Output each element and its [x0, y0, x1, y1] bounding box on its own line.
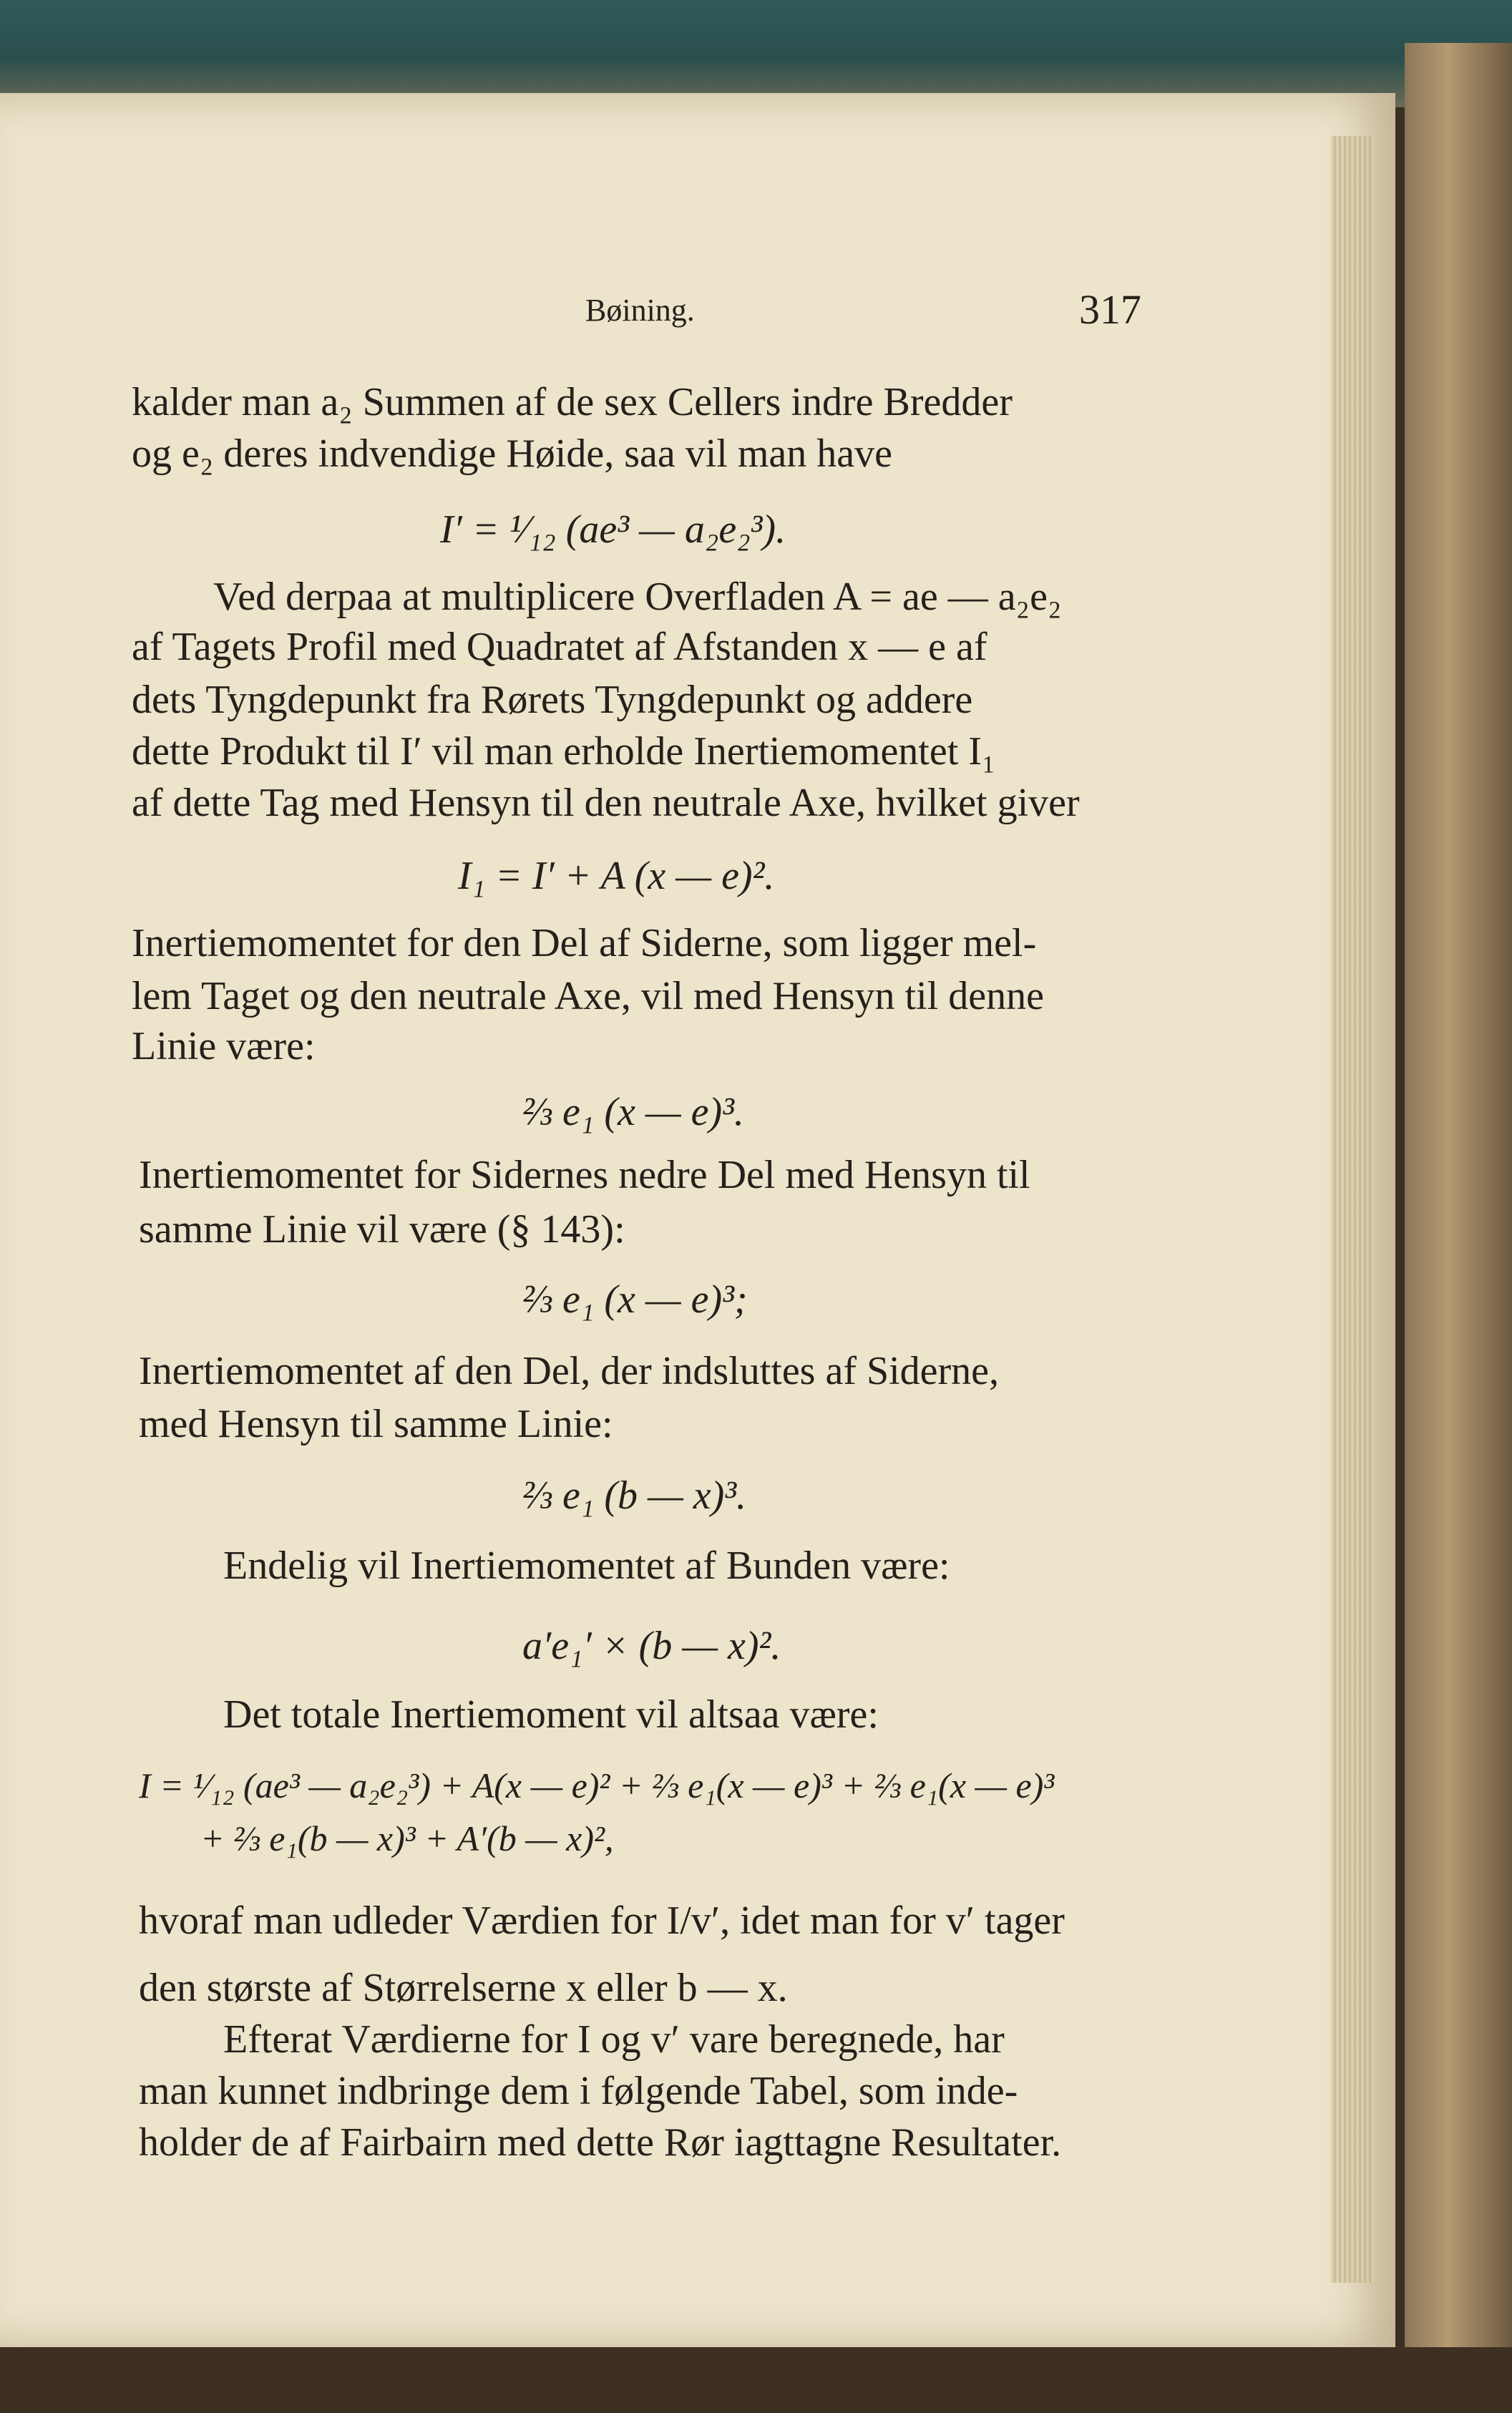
text-line: med Hensyn til samme Linie:: [139, 1402, 613, 1446]
text-line: Inertiemomentet af den Del, der indsluttes af Siderne,: [139, 1349, 1000, 1393]
text-line: af dette Tag med Hensyn til den neutrale Axe, hvilket giver: [132, 781, 1080, 825]
page-edge-shading: [1331, 136, 1374, 2283]
scan-bottom-border: [0, 2347, 1512, 2413]
text-line: lem Taget og den neutrale Axe, vil med Hensyn til denne: [132, 974, 1044, 1018]
text-line: Efterat Værdierne for I og v′ vare beregnede, har: [223, 2017, 1005, 2062]
text-line: Inertiemomentet for Sidernes nedre Del med Hensyn til: [139, 1153, 1030, 1197]
text-line: Det totale Inertiemoment vil altsaa være:: [223, 1692, 879, 1737]
text-line: dets Tyngdepunkt fra Rørets Tyngdepunkt og addere: [132, 678, 973, 722]
text-line: holder de af Fairbairn med dette Rør iagttagne Resultater.: [139, 2120, 1062, 2165]
text-line: og e₂ deres indvendige Høide, saa vil man have: [132, 432, 892, 476]
text-line: hvoraf man udleder Værdien for I/v′, idet man for v′ tager: [139, 1898, 1065, 1943]
text-line: dette Produkt til I′ vil man erholde Inertiemomentet I₁: [132, 729, 996, 774]
page-number: 317: [1079, 286, 1141, 333]
equation: I₁ = I′ + A (x — e)².: [458, 854, 775, 898]
equation: a′e₁′ × (b — x)².: [522, 1624, 781, 1668]
book-cover-edge: [0, 0, 1512, 107]
text-line: Linie være:: [132, 1024, 316, 1068]
text-line: den største af Størrelserne x eller b — x.: [139, 1966, 788, 2010]
text-line: af Tagets Profil med Quadratet af Afstanden x — e af: [132, 625, 987, 669]
text-line: Ved derpaa at multiplicere Overfladen A = ae — a₂e₂: [213, 575, 1062, 619]
text-line: Endelig vil Inertiemomentet af Bunden være:: [223, 1544, 950, 1588]
text-line: Inertiemomentet for den Del af Siderne, som ligger mel-: [132, 921, 1037, 965]
book-page-stack: [1405, 43, 1512, 2413]
running-header: Bøining.: [585, 293, 695, 328]
text-line: kalder man a₂ Summen af de sex Cellers indre Bredder: [132, 380, 1013, 424]
equation: I′ = ¹⁄₁₂ (ae³ — a₂e₂³).: [440, 507, 786, 552]
equation: ⅔ e₁ (b — x)³.: [522, 1473, 747, 1518]
text-line: samme Linie vil være (§ 143):: [139, 1207, 625, 1252]
equation: ⅔ e₁ (x — e)³.: [522, 1090, 744, 1134]
equation-total-line-2: + ⅔ e₁(b — x)³ + A′(b — x)²,: [200, 1818, 614, 1858]
text-line: man kunnet indbringe dem i følgende Tabel, som inde-: [139, 2069, 1018, 2113]
equation: ⅔ e₁ (x — e)³;: [522, 1277, 748, 1322]
equation-total-line-1: I = ¹⁄₁₂ (ae³ — a₂e₂³) + A(x — e)² + ⅔ e₁(x — e)³ + ⅔ e₁(x — e)³: [139, 1765, 1055, 1805]
